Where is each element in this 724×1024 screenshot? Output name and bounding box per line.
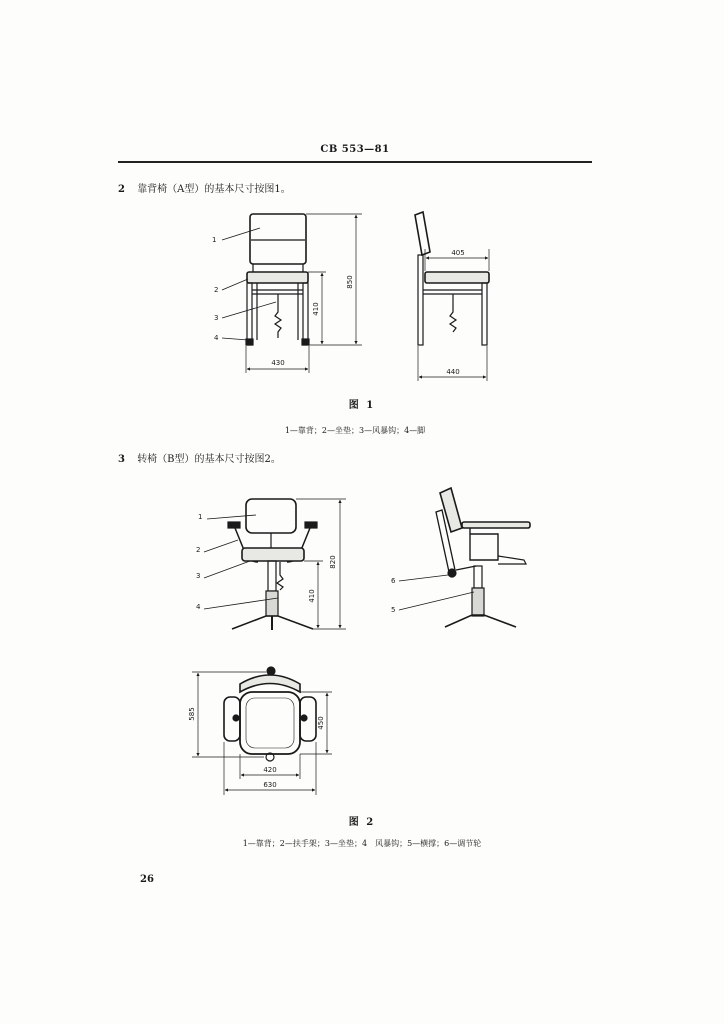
figure2-top-view [192, 667, 332, 795]
callout-leader [399, 592, 474, 610]
dimension-width-label: 630 [263, 781, 277, 789]
dimension-depth-label: 440 [446, 368, 460, 376]
callout-leader [222, 338, 248, 340]
callout-leader [222, 279, 248, 290]
dimension-width-label: 430 [271, 359, 285, 367]
callout-label: 6 [391, 577, 396, 585]
armrest-pad-left [228, 522, 240, 528]
dimension-seat-width-label: 420 [263, 766, 277, 774]
document-code: CB 553—81 [320, 144, 390, 155]
back-leg [418, 255, 423, 345]
cross-brace [456, 566, 476, 570]
seat-cushion [425, 272, 489, 283]
callout-leader [204, 561, 250, 578]
dimension-height-label: 820 [329, 555, 337, 569]
section-number: 2 [118, 184, 125, 195]
backrest [240, 675, 300, 692]
callout-leader [222, 302, 276, 318]
figure1-side-view [415, 212, 489, 381]
callout-leader [399, 575, 448, 581]
callout-label: 2 [214, 286, 219, 294]
backrest [246, 499, 296, 533]
figure2-front-view [204, 499, 346, 630]
backrest [440, 488, 462, 532]
seat-inner [246, 698, 294, 748]
callout-label: 1 [212, 236, 217, 244]
adjusting-wheel [448, 569, 456, 577]
leg-right [303, 283, 308, 345]
callout-label: 4 [196, 603, 201, 611]
seat-cushion [247, 272, 308, 283]
storm-hook [275, 294, 281, 338]
dimension-seat-depth-label: 450 [317, 716, 325, 730]
callout-label: 3 [214, 314, 219, 322]
swivel-base [445, 615, 516, 627]
armrest-pad-right [305, 522, 317, 528]
backrest [415, 212, 430, 255]
dimension-depth-label: 585 [188, 707, 196, 721]
figure1-front-view [222, 214, 362, 373]
figure2-caption: 图 2 [348, 817, 376, 828]
backrest-knob [267, 667, 275, 675]
backrest [250, 214, 306, 264]
figure1-legend: 1—靠背；2—坐垫；3—风暴钩；4—脚 [284, 426, 426, 435]
foot-right [302, 339, 309, 345]
seat-cushion [242, 548, 304, 561]
section-text: 转椅（B型）的基本尺寸按图2。 [137, 454, 281, 465]
seat-cushion [240, 692, 300, 754]
storm-hook [277, 562, 283, 590]
dimension-seat-height-label: 410 [312, 302, 320, 316]
callout-label: 4 [214, 334, 219, 342]
dimension-height-label: 850 [346, 275, 354, 289]
armrest-bolt-left [233, 715, 239, 721]
column [268, 561, 276, 591]
front-leg [482, 283, 487, 345]
armrest-frame [470, 528, 498, 560]
figure1-caption: 图 1 [348, 400, 376, 411]
callout-label: 2 [196, 546, 201, 554]
callout-label: 1 [198, 513, 203, 521]
figure2-side-view [399, 488, 530, 627]
section-text: 靠背椅（A型）的基本尺寸按图1。 [137, 184, 291, 195]
dimension-seat-height-label: 410 [308, 589, 316, 603]
callout-leader [204, 540, 238, 552]
leg-left [247, 283, 252, 345]
storm-hook [450, 294, 456, 332]
armrest-bolt-right [301, 715, 307, 721]
armrest-handle [498, 556, 526, 564]
column-sleeve [266, 591, 278, 616]
figure2-legend: 1—靠背；2—扶手架；3—坐垫；4 风暴钩；5—横撑；6—调节轮 [242, 839, 482, 848]
column [474, 566, 482, 588]
callout-leader [222, 228, 260, 240]
callout-label: 3 [196, 572, 201, 580]
page-number: 26 [140, 874, 154, 885]
dimension-seat-depth-label: 405 [451, 249, 465, 257]
callout-leader [207, 515, 256, 519]
callout-label: 5 [391, 606, 396, 614]
section-number: 3 [118, 454, 125, 465]
seat-cushion [462, 522, 530, 528]
